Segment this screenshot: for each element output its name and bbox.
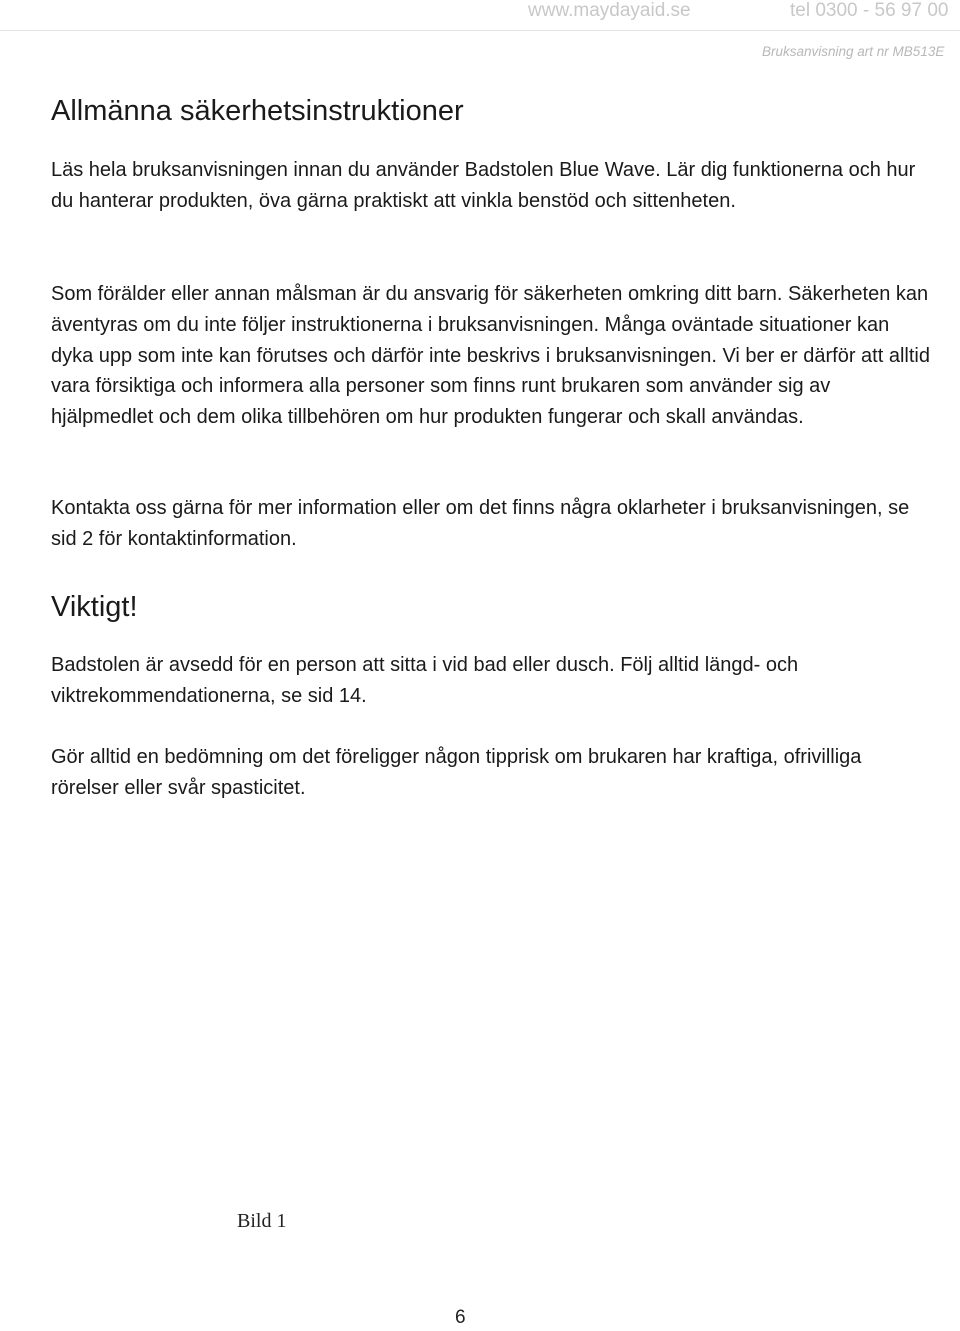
website-link[interactable]: www.maydayaid.se <box>528 0 691 21</box>
page-number: 6 <box>455 1307 466 1328</box>
paragraph-intended-use: Badstolen är avsedd för en person att sitta i vid bad eller dusch. Följ alltid längd- och viktrekommendationerna, se sid 14. <box>51 654 799 707</box>
phone-number: tel 0300 - 56 97 00 <box>790 0 949 21</box>
section-heading-important: Viktigt! <box>51 591 138 623</box>
section-heading-general-safety: Allmänna säkerhetsinstruktioner <box>51 95 464 127</box>
paragraph-tipping-risk: Gör alltid en bedömning om det föreligger någon tipprisk om brukaren har kraftiga, ofrivilliga rörelser eller svår spasticitet. <box>51 746 862 799</box>
figure-caption: Bild 1 <box>237 1210 287 1232</box>
paragraph-contact-us: Kontakta oss gärna för mer information eller om det finns några oklarheter i bruksanvisningen, se sid 2 för kontaktinformation. <box>51 497 910 550</box>
paragraph-read-manual: Läs hela bruksanvisningen innan du använder Badstolen Blue Wave. Lär dig funktionerna och hur du hanterar produkten, öva gärna praktiskt att vinkla benstöd och sittenheten. <box>51 159 916 212</box>
header-divider <box>0 30 960 31</box>
paragraph-guardian-responsibility: Som förälder eller annan målsman är du ansvarig för säkerheten omkring ditt barn. Säkerheten kan äventyras om du inte följer instruktionerna i bruksanvisningen. Många oväntade situationer kan dyka upp som inte kan förutses och därför inte beskrivs i bruksanvisningen. Vi ber er därför att alltid vara försiktiga och informera alla personer som finns runt brukaren som använder sig av hjälpmedlet och dem olika tillbehören om hur produkten fungerar och skall användas. <box>51 283 930 429</box>
document-reference: Bruksanvisning art nr MB513E <box>762 44 945 59</box>
